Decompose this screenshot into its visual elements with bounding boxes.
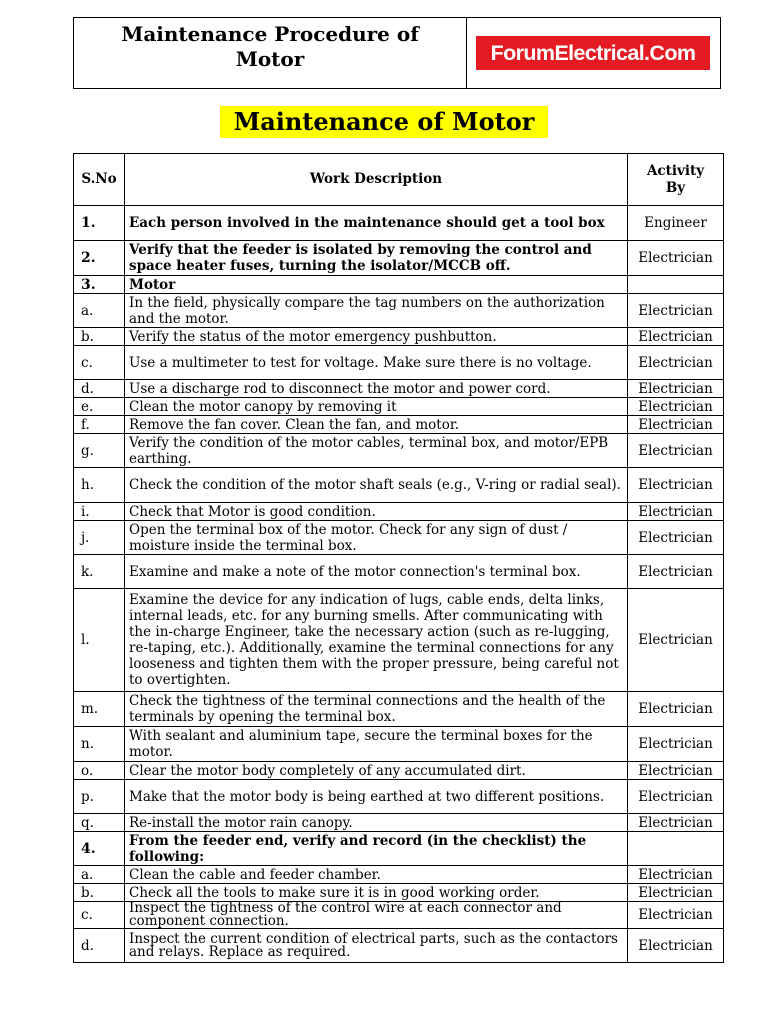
table-row [74, 468, 724, 503]
table-row [74, 555, 724, 589]
table-row [74, 276, 724, 294]
header-title-line2: Motor [235, 47, 305, 71]
table-row [74, 503, 724, 521]
document-title: Maintenance of Motor [220, 106, 548, 138]
table-row [74, 762, 724, 780]
row-sno: l. [74, 589, 125, 692]
row-work-description: Clear the motor body completely of any accumulated dirt. [125, 762, 628, 780]
row-sno: 2. [74, 241, 125, 276]
row-activity-by: Electrician [628, 814, 724, 832]
row-sno: q. [74, 814, 125, 832]
row-activity-by: Electrician [628, 762, 724, 780]
header-activity-line1: Activity [646, 162, 705, 179]
row-work-description: Use a multimeter to test for voltage. Make sure there is no voltage. [125, 346, 628, 380]
row-sno: b. [74, 328, 125, 346]
row-work-description: Examine the device for any indication of lugs, cable ends, delta links, internal leads, etc. for any burning smells. After communicating with the in-charge Engineer, take the necessary action (such as re-lugging, re-taping, etc.). Additionally, examine the terminal connections for any looseness and tighten them with the proper pressure, being careful not to overtighten. [125, 589, 628, 692]
maintenance-table [73, 153, 724, 963]
row-work-description: Verify the status of the motor emergency pushbutton. [125, 328, 628, 346]
table-row [74, 589, 724, 692]
row-sno: d. [74, 929, 125, 963]
row-work-description: Open the terminal box of the motor. Check for any sign of dust / moisture inside the terminal box. [125, 521, 628, 555]
table-row [74, 416, 724, 434]
header-title-line1: Maintenance Procedure of [121, 22, 419, 46]
row-work-description: Remove the fan cover. Clean the fan, and motor. [125, 416, 628, 434]
row-activity-by: Electrician [628, 727, 724, 762]
row-activity-by: Electrician [628, 902, 724, 929]
row-activity-by: Electrician [628, 780, 724, 814]
row-work-description: Verify that the feeder is isolated by removing the control and space heater fuses, turning the isolator/MCCB off. [125, 241, 628, 276]
row-work-description: Check that Motor is good condition. [125, 503, 628, 521]
header-title [74, 22, 466, 72]
table-row [74, 902, 724, 929]
row-sno: m. [74, 692, 125, 727]
row-activity-by [628, 276, 724, 294]
row-work-description: Re-install the motor rain canopy. [125, 814, 628, 832]
table-row [74, 866, 724, 884]
row-work-description: Examine and make a note of the motor connection's terminal box. [125, 555, 628, 589]
row-activity-by: Electrician [628, 434, 724, 468]
table-row [74, 294, 724, 328]
row-work-description: In the field, physically compare the tag numbers on the authorization and the motor. [125, 294, 628, 328]
row-sno: k. [74, 555, 125, 589]
row-work-description: Clean the cable and feeder chamber. [125, 866, 628, 884]
row-sno: b. [74, 884, 125, 902]
table-row [74, 814, 724, 832]
table-header-row [74, 154, 724, 206]
row-activity-by: Electrician [628, 294, 724, 328]
row-work-description: Use a discharge rod to disconnect the motor and power cord. [125, 380, 628, 398]
row-sno: i. [74, 503, 125, 521]
table-row [74, 434, 724, 468]
row-work-description: Verify the condition of the motor cables, terminal box, and motor/EPB earthing. [125, 434, 628, 468]
row-sno: d. [74, 380, 125, 398]
row-work-description: Check all the tools to make sure it is in good working order. [125, 884, 628, 902]
row-activity-by: Electrician [628, 398, 724, 416]
row-activity-by: Engineer [628, 206, 724, 241]
row-activity-by: Electrician [628, 929, 724, 963]
row-sno: c. [74, 346, 125, 380]
row-sno: j. [74, 521, 125, 555]
row-sno: f. [74, 416, 125, 434]
row-activity-by: Electrician [628, 503, 724, 521]
row-work-description: Make that the motor body is being earthed at two different positions. [125, 780, 628, 814]
row-work-description: Check the condition of the motor shaft seals (e.g., V-ring or radial seal). [125, 468, 628, 503]
table-row [74, 929, 724, 963]
row-activity-by: Electrician [628, 468, 724, 503]
row-activity-by: Electrician [628, 866, 724, 884]
forumelectrical-logo: ForumElectrical.Com [476, 36, 710, 70]
table-row [74, 328, 724, 346]
row-sno: p. [74, 780, 125, 814]
row-activity-by: Electrician [628, 328, 724, 346]
table-row [74, 780, 724, 814]
row-work-description: From the feeder end, verify and record (in the checklist) the following: [125, 832, 628, 866]
row-activity-by: Electrician [628, 692, 724, 727]
header-work-description: Work Description [125, 154, 628, 206]
header-activity-line2: By [665, 179, 686, 196]
table-row [74, 832, 724, 866]
header-divider [466, 18, 467, 88]
table-row [74, 692, 724, 727]
table-row [74, 346, 724, 380]
header-sno: S.No [74, 154, 125, 206]
row-activity-by: Electrician [628, 346, 724, 380]
table-row [74, 727, 724, 762]
row-work-description: Each person involved in the maintenance should get a tool box [125, 206, 628, 241]
document-header [73, 17, 721, 89]
row-activity-by [628, 832, 724, 866]
row-activity-by: Electrician [628, 241, 724, 276]
table-row [74, 398, 724, 416]
table-row [74, 521, 724, 555]
row-sno: 3. [74, 276, 125, 294]
table-row [74, 884, 724, 902]
row-work-description: Motor [125, 276, 628, 294]
row-sno: h. [74, 468, 125, 503]
table-row [74, 206, 724, 241]
row-work-description: Inspect the current condition of electrical parts, such as the contactors and relays. Replace as required. [125, 929, 628, 963]
row-sno: 1. [74, 206, 125, 241]
row-sno: a. [74, 294, 125, 328]
row-activity-by: Electrician [628, 380, 724, 398]
row-activity-by: Electrician [628, 884, 724, 902]
row-work-description: Inspect the tightness of the control wire at each connector and component connection. [125, 902, 628, 929]
row-activity-by: Electrician [628, 555, 724, 589]
row-sno: c. [74, 902, 125, 929]
row-work-description: With sealant and aluminium tape, secure the terminal boxes for the motor. [125, 727, 628, 762]
table-row [74, 241, 724, 276]
row-sno: n. [74, 727, 125, 762]
header-activity-by [628, 154, 724, 206]
row-sno: a. [74, 866, 125, 884]
row-work-description: Clean the motor canopy by removing it [125, 398, 628, 416]
row-activity-by: Electrician [628, 521, 724, 555]
row-activity-by: Electrician [628, 416, 724, 434]
row-sno: g. [74, 434, 125, 468]
table-body [74, 206, 724, 963]
row-work-description: Check the tightness of the terminal connections and the health of the terminals by opening the terminal box. [125, 692, 628, 727]
row-sno: 4. [74, 832, 125, 866]
table-row [74, 380, 724, 398]
row-sno: e. [74, 398, 125, 416]
row-sno: o. [74, 762, 125, 780]
row-activity-by: Electrician [628, 589, 724, 692]
